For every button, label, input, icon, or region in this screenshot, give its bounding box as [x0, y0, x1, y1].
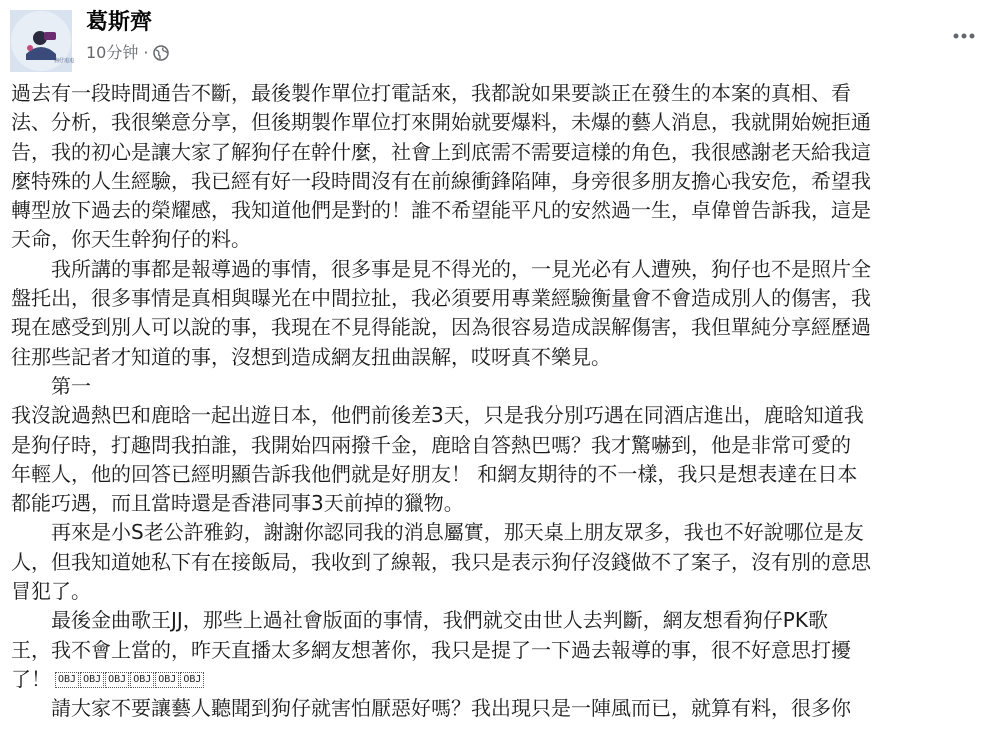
line-text: 轉型放下過去的榮耀感，我知道他們是對的！誰不希望能平凡的安然過一生，卓偉曾告訴我，這是 [11, 198, 871, 223]
line-text: 都能巧遇，而且當時還是香港同事3天前掉的獵物。 [11, 491, 464, 516]
line-text: 了！ [11, 666, 51, 691]
post-paragraph [11, 606, 991, 694]
post-paragraph [11, 372, 991, 518]
line-text: 最後金曲歌王JJ，那些上過社會版面的事情，我們就交由世人去判斷，網友想看狗仔PK歌 [11, 608, 828, 633]
object-placeholder: OBJ [105, 672, 129, 688]
paragraph-line [11, 460, 991, 489]
paragraph-line [11, 138, 991, 167]
object-placeholder: OBJ [155, 672, 179, 688]
line-text: 法、分析，我很樂意分享，但後期製作單位打來開始就要爆料，未爆的藝人消息，我就開始婉拒通 [11, 110, 871, 135]
object-placeholder: OBJ [80, 672, 104, 688]
line-text: 現在感受到別人可以說的事，我現在不見得能說，因為很容易造成誤解傷害，我但單純分享經歷過 [11, 315, 871, 340]
post-paragraph [11, 518, 991, 606]
line-text: 年輕人，他的回答已經明顯告訴我他們就是好朋友！ 和網友期待的不一樣，我只是想表達在日本 [11, 461, 858, 486]
paragraph-line [11, 108, 991, 137]
more-options-icon [953, 33, 975, 39]
object-placeholder: OBJ [55, 672, 79, 688]
line-text: 冒犯了。 [11, 579, 91, 604]
post-body [11, 79, 991, 724]
line-text: 往那些記者才知道的事，沒想到造成網友扭曲誤解，哎呀真不樂見。 [11, 344, 611, 369]
paragraph-line [11, 518, 991, 547]
paragraph-line [11, 196, 991, 225]
paragraph-line [11, 167, 991, 196]
paragraph-line [11, 401, 991, 430]
author-avatar[interactable] [10, 10, 75, 72]
paragraph-line [11, 225, 991, 254]
paragraph-line [11, 255, 991, 284]
post-timestamp[interactable]: 10分钟 [86, 43, 139, 62]
author-name[interactable]: 葛斯齊 [86, 10, 153, 35]
object-placeholder: OBJ [180, 672, 204, 688]
paragraph-line [11, 636, 991, 665]
line-text: 我所講的事都是報導過的事情，很多事是見不得光的，一見光必有人遭殃，狗仔也不是照片全 [11, 256, 871, 281]
paragraph-line [11, 372, 991, 401]
post-meta [86, 42, 169, 64]
object-placeholder: OBJ [130, 672, 154, 688]
paragraph-line [11, 79, 991, 108]
paragraph-line [11, 548, 991, 577]
line-text: 告，我的初心是讓大家了解狗仔在幹什麼，社會上到底需不需要這樣的角色，我很感謝老天給我這 [11, 139, 871, 164]
paragraph-line [11, 665, 991, 694]
paragraph-line [11, 343, 991, 372]
post-paragraph [11, 79, 991, 255]
meta-separator: · [143, 43, 149, 62]
paragraph-line [11, 431, 991, 460]
globe-icon[interactable] [153, 45, 169, 61]
line-text: 過去有一段時間通告不斷，最後製作單位打電話來，我都說如果要談正在發生的本案的真相、看 [11, 81, 851, 105]
paragraph-line [11, 313, 991, 342]
line-text: 天命，你天生幹狗仔的料。 [11, 227, 251, 252]
line-text: 請大家不要讓藝人聽聞到狗仔就害怕厭惡好嗎？我出現只是一陣風而已，就算有料，很多你 [11, 696, 851, 721]
line-text: 再來是小S老公許雅鈞，謝謝你認同我的消息屬實，那天桌上朋友眾多，我也不好說哪位是友 [11, 520, 864, 545]
line-text: 是狗仔時，打趣問我拍誰，我開始四兩撥千金，鹿晗自答熱巴嗎？我才驚嚇到，他是非常可愛的 [11, 432, 851, 457]
paragraph-line [11, 489, 991, 518]
post-header [10, 8, 990, 72]
paragraph-line [11, 284, 991, 313]
line-text: 王，我不會上當的，昨天直播太多網友想著你，我只是提了一下過去報導的事，很不好意思打擾 [11, 637, 851, 662]
avatar-image [10, 10, 75, 72]
line-text: 第一 [11, 373, 91, 398]
paragraph-line [11, 577, 991, 606]
avatar-caption: 狗仔追追 [54, 58, 75, 64]
line-text: 我沒說過熱巴和鹿晗一起出遊日本，他們前後差3天，只是我分別巧遇在同酒店進出，鹿晗知道我 [11, 403, 864, 428]
paragraph-line [11, 694, 991, 723]
post-paragraph [11, 255, 991, 372]
post-paragraph [11, 694, 991, 723]
more-options-button[interactable] [950, 22, 978, 50]
line-text: 人，但我知道她私下有在接飯局，我收到了線報，我只是表示狗仔沒錢做不了案子，沒有別的意思 [11, 549, 871, 574]
embedded-object-placeholders [55, 672, 205, 688]
line-text: 盤托出，很多事情是真相與曝光在中間拉扯，我必須要用專業經驗衡量會不會造成別人的傷害，我 [11, 286, 871, 311]
paragraph-line [11, 606, 991, 635]
line-text: 麼特殊的人生經驗，我已經有好一段時間沒有在前線衝鋒陷陣，身旁很多朋友擔心我安危，希望我 [11, 168, 871, 193]
